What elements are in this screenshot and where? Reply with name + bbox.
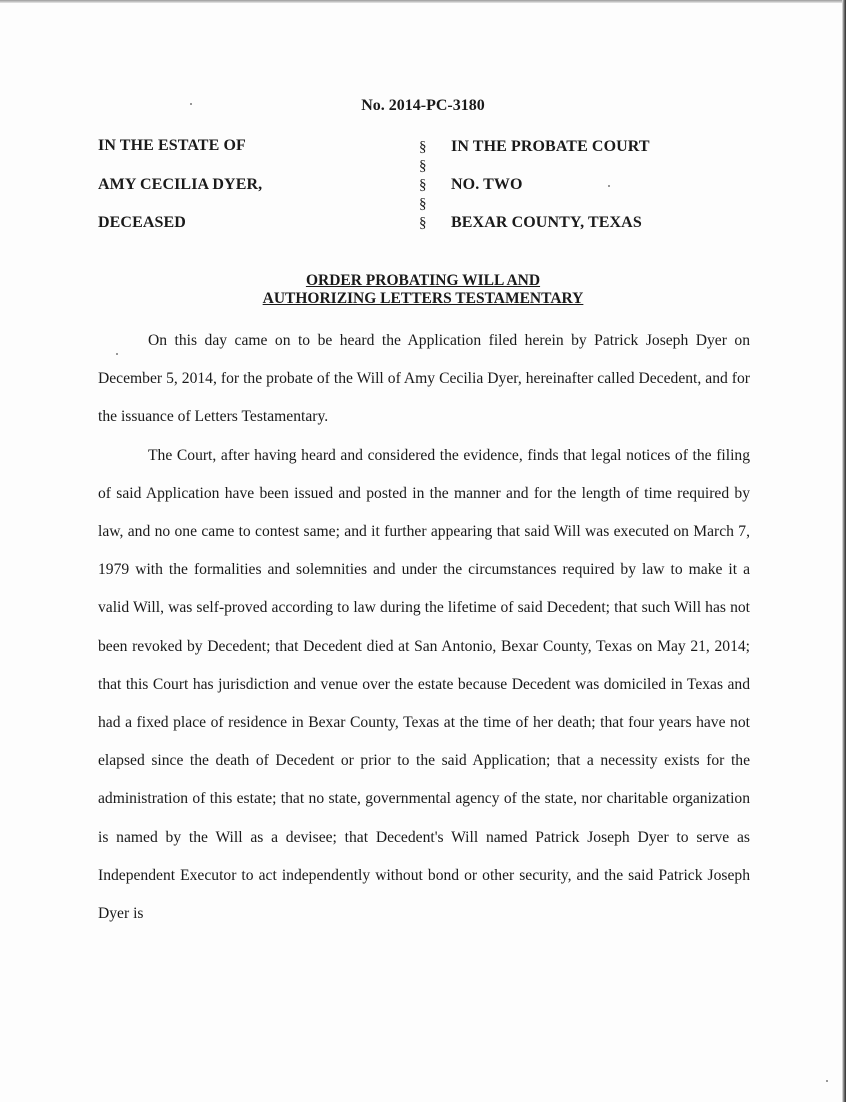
section-mark: § [419, 177, 427, 193]
order-title-line-1: ORDER PROBATING WILL AND [305, 272, 541, 289]
scan-speck [608, 185, 610, 187]
caption-county: BEXAR COUNTY, TEXAS [451, 214, 642, 231]
section-mark: § [419, 215, 427, 231]
caption-deceased: DECEASED [98, 214, 186, 231]
section-mark: § [419, 196, 427, 212]
scan-speck [190, 103, 192, 105]
scan-speck [116, 353, 118, 355]
caption-court: IN THE PROBATE COURT [451, 138, 650, 155]
caption-court-number: NO. TWO [451, 176, 523, 193]
case-number: No. 2014-PC-3180 [361, 97, 485, 114]
body-paragraph: On this day came on to be heard the Application filed herein by Patrick Joseph Dyer on December 5, 2014, for the probate of the Will of Amy Cecilia Dyer, hereinafter called Decedent, and for the issuance of Letters Testamentary. [98, 332, 750, 426]
body-paragraph: The Court, after having heard and considered the evidence, finds that legal notices of the filing of said Application have been issued and posted in the manner and for the length of time required by law, and no one came to contest same; and it further appearing that said Will was executed on March 7, 1979 with the formalities and solemnities and under the circumstances required by law to make it a valid Will, was self-proved according to law during the lifetime of said Decedent; that such Will has not been revoked by Decedent; that Decedent died at San Antonio, Bexar County, Texas on May 21, 2014; that this Court has jurisdiction and venue over the estate because Decedent was domiciled in Texas and had a fixed place of residence in Bexar County, Texas at the time of her death; that four years have not elapsed since the death of Decedent or prior to the said Application; that a necessity exists for the administration of this estate; that no state, governmental agency of the state, nor charitable organization is named by the Will as a devisee; that Decedent's Will named Patrick Joseph Dyer to serve as Independent Executor to act independently without bond or other security, and the said Patrick Joseph Dyer is [98, 446, 750, 923]
order-title-line-2: AUTHORIZING LETTERS TESTAMENTARY [262, 290, 584, 307]
order-body [98, 322, 750, 933]
caption-estate-of: IN THE ESTATE OF [98, 137, 246, 154]
scan-edge-right [842, 0, 846, 1102]
caption-decedent-name: AMY CECILIA DYER, [98, 176, 263, 193]
scan-edge-top [0, 0, 846, 3]
section-mark: § [419, 158, 427, 174]
section-mark: § [419, 139, 427, 155]
scan-speck [826, 1080, 828, 1082]
